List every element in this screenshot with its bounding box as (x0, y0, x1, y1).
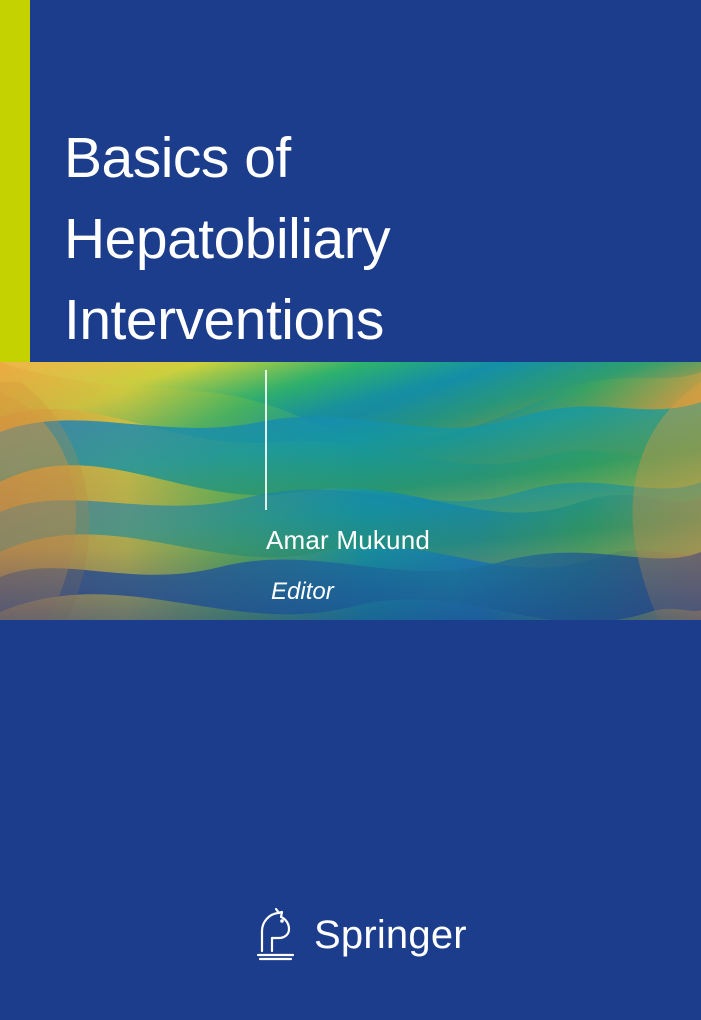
springer-horse-logo-icon (248, 905, 300, 965)
title-line-2: Hepatobiliary (64, 206, 391, 271)
publisher-name: Springer (314, 912, 467, 957)
page-title (64, 118, 664, 361)
title-divider-rule (265, 370, 267, 510)
author-block (266, 525, 686, 606)
springer-logo-svg (248, 905, 300, 965)
title-line-1: Basics of (64, 126, 291, 190)
author-name: Amar Mukund (266, 525, 431, 555)
title-line-3: Interventions (64, 287, 384, 352)
publisher-block (248, 905, 467, 965)
author-role: Editor (271, 578, 334, 605)
